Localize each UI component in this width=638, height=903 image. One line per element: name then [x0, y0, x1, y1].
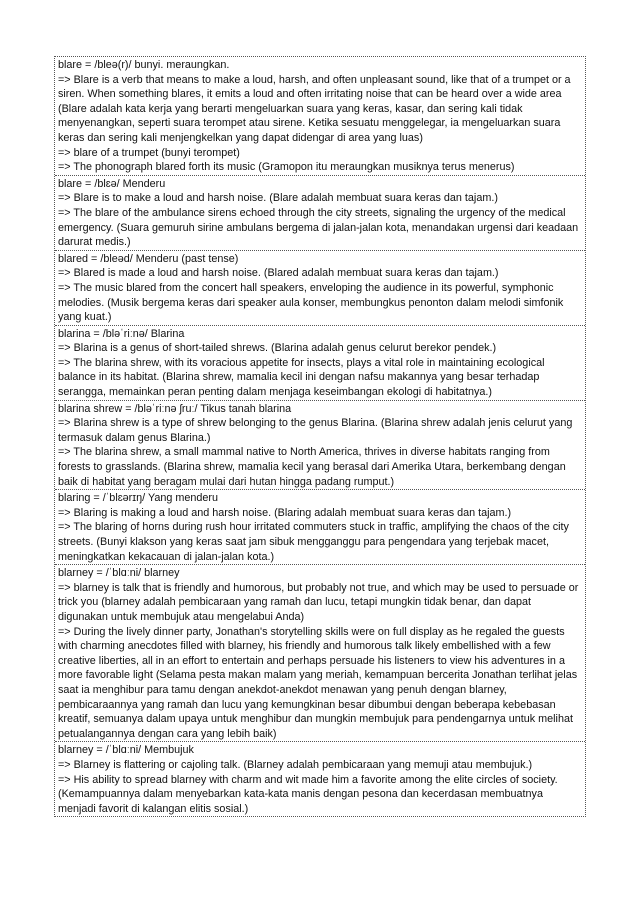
entry-meaning: bunyi. meraungkan. — [134, 59, 230, 71]
entry — [55, 489, 585, 564]
entry — [55, 250, 585, 325]
entry-head: blared = /bleəd/ — [58, 252, 133, 265]
entry-line: => The blarina shrew, with its voracious appetite for insects, plays a vital role in maintaining ecological balance in its habitat. (Blarina shrew, mamalia kecil ini dengan nafsu makannya yang besar terhadap serangga, memainkan peran penting dalam menjaga keseimbangan ekologi di habitatnya.) — [58, 356, 545, 399]
entry-line: => blarney is talk that is friendly and humorous, but probably not true, and which may be used to persuade or trick you (blarney adalah pembicaraan yang ramah dan lucu, tetapi mungkin tidak benar, dan dapat digunakan untuk membujuk atau mengelabui Anda) — [58, 581, 579, 623]
entry-line: => Blare is a verb that means to make a loud, harsh, and often unpleasant sound, like that of a trumpet or a siren. When something blares, it emits a loud and often irritating noise that can be heard over a wide area (Blare adalah kata kerja yang berarti mengeluarkan suara yang keras, kasar, dan sering kali tidak menyenangkan, seperti suara terompet atau sirene. Ketika sesuatu menggelegar, ia mengeluarkan suara keras dan sering kali menjengkelkan yang dapat didengar di area yang luas) — [58, 73, 571, 144]
entry-head: blaring = /ˈblɛərɪŋ/ — [58, 492, 146, 505]
entry-line: => Blarina shrew is a type of shrew belonging to the genus Blarina. (Blarina shrew adalah jenis celurut yang termasuk dalam genus Blarina.) — [58, 417, 573, 444]
entry-line: => Blarina is a genus of short-tailed shrews. (Blarina adalah genus celurut berekor pendek.) — [58, 342, 497, 355]
entry-line: => Blaring is making a loud and harsh noise. (Blaring adalah membuat suara keras dan tajam.) — [58, 506, 512, 519]
entry-head: blarney = /ˈblɑːni/ — [58, 567, 142, 580]
dictionary-table — [54, 56, 586, 817]
entry-meaning: blarney — [144, 567, 180, 580]
entry — [55, 400, 585, 490]
entry-line: => During the lively dinner party, Jonathan's storytelling skills were on full display as he regaled the guests with charming anecdotes filled with blarney, his friendly and humorous talk likely embellished with a few creative liberties, all in an effort to entertain and perhaps persuade his listeners to view his adventures in a more favorable light (Selama pesta makan malam yang meriah, kemampuan bercerita Jonathan terlihat jelas saat ia menghibur para tamu dengan anekdot-anekdot menawan yang penuh dengan blarney, pembicaraannya yang ramah dan lucu yang kemungkinan besar dibumbui dengan beberapa kebebasan kreatif, semuanya dalam upaya untuk menghibur dan mungkin membujuk para pendengarnya untuk melihat petualangannya dengan cara yang lebih baik) — [58, 625, 578, 740]
entry-head: blarina shrew = /bləˈriːnə ʃruː/ — [58, 402, 198, 415]
entry — [55, 175, 585, 250]
entry-head: blare = /blɛə/ — [58, 177, 120, 190]
entry — [55, 57, 585, 175]
entry — [55, 741, 585, 816]
entry-line: => The phonograph blared forth its music (Gramopon itu meraungkan musiknya terus menerus) — [58, 161, 515, 174]
entry-line: => Blared is made a loud and harsh noise. (Blared adalah membuat suara keras dan tajam.) — [58, 267, 499, 280]
entry-meaning: Yang menderu — [147, 492, 218, 505]
entry-line: => The blare of the ambulance sirens echoed through the city streets, signaling the urgency of the medical emergency. (Suara gemuruh sirine ambulans bergema di jalan-jalan kota, menandakan urgensi dari keadaan darurat medis.) — [58, 206, 579, 249]
entry-meaning: Menderu — [122, 177, 166, 190]
entry-line: => Blare is to make a loud and harsh noise. (Blare adalah membuat suara keras dan tajam.) — [58, 192, 498, 205]
entry-meaning: Tikus tanah blarina — [200, 402, 292, 415]
entry-line: => The blaring of horns during rush hour irritated commuters stuck in traffic, amplifying the chaos of the city streets. (Bunyi klakson yang keras saat jam sibuk mengganggu para pengendara yang terjebak macet, meningkatkan kekacauan di jalan-jalan kota.) — [58, 521, 569, 563]
entry-meaning: Menderu (past tense) — [135, 252, 239, 265]
entry-meaning: Blarina — [150, 327, 185, 340]
entry-line: => The blarina shrew, a small mammal native to North America, thrives in diverse habitats ranging from forests to grasslands. (Blarina shrew, mamalia kecil yang berasal dari Amerika Utara, berkembang dengan baik di habitat yang beragam mulai dari hutan hingga padang rumput.) — [58, 446, 566, 488]
entry-line: => blare of a trumpet (bunyi terompet) — [58, 146, 240, 159]
entry-meaning: Membujuk — [144, 744, 194, 757]
entry-line: => His ability to spread blarney with charm and wit made him a favorite among the elite circles of society. (Kemampuannya dalam menyebarkan kata-kata manis dengan pesona dan kecerdasan membuatnya menjadi favorit di kalangan elitis sosial.) — [58, 773, 558, 815]
entry — [55, 325, 585, 400]
entry-head: blarina = /bləˈriːnə/ — [58, 327, 148, 340]
entry-line: => The music blared from the concert hall speakers, enveloping the audience in its powerful, symphonic melodies. (Musik bergema keras dari speaker aula konser, membungkus penonton dalam melodi simfonik yang kuat.) — [58, 281, 564, 324]
entry-head: blarney = /ˈblɑːni/ — [58, 744, 142, 757]
entry-line: => Blarney is flattering or cajoling talk. (Blarney adalah pembicaraan yang memuji atau membujuk.) — [58, 758, 533, 771]
entry — [55, 564, 585, 741]
entry-head: blare = /bleə(r)/ — [58, 59, 132, 71]
